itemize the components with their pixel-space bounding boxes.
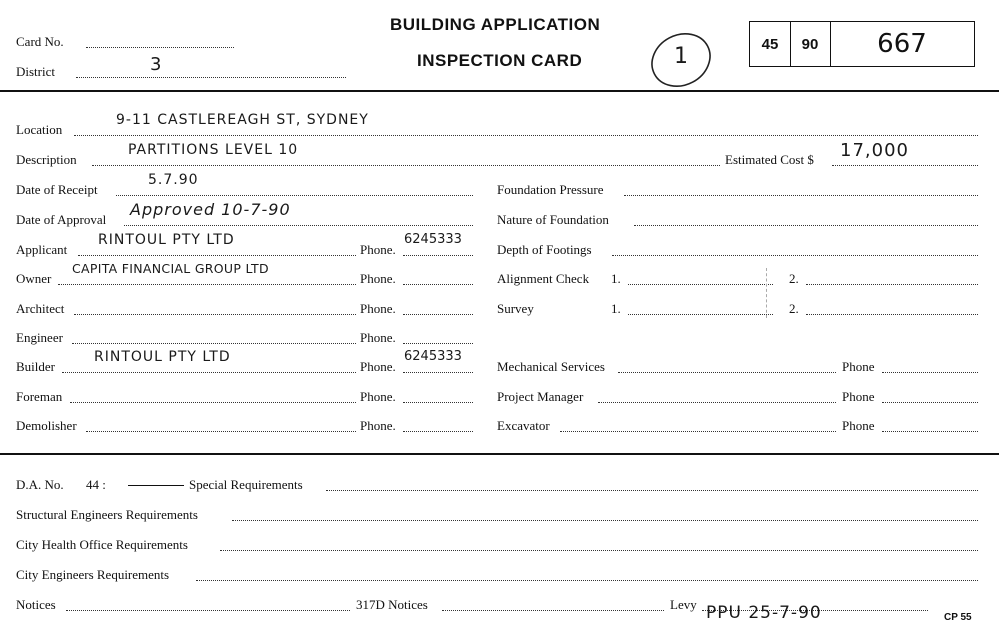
date-of-approval-field[interactable] bbox=[124, 224, 473, 226]
location-value: 9-11 CASTLEREAGH ST, SYDNEY bbox=[116, 112, 369, 128]
project-manager-phone-label: Phone bbox=[842, 389, 875, 404]
location-field[interactable] bbox=[74, 134, 978, 136]
estimated-cost-label: Estimated Cost $ bbox=[725, 152, 814, 167]
builder-phone-value: 6245333 bbox=[404, 349, 462, 364]
survey-1-label: 1. bbox=[611, 301, 621, 316]
card-no-label: Card No. bbox=[16, 34, 64, 49]
nature-of-foundation-label: Nature of Foundation bbox=[497, 212, 609, 227]
date-of-receipt-label: Date of Receipt bbox=[16, 182, 98, 197]
date-of-receipt-value: 5.7.90 bbox=[148, 172, 199, 188]
owner-phone-label: Phone. bbox=[360, 271, 396, 286]
mechanical-services-phone-field[interactable] bbox=[882, 371, 978, 373]
mechanical-services-field[interactable] bbox=[618, 371, 836, 373]
project-manager-field[interactable] bbox=[598, 401, 836, 403]
demolisher-phone-label: Phone. bbox=[360, 418, 396, 433]
mechanical-services-label: Mechanical Services bbox=[497, 359, 605, 374]
foreman-label: Foreman bbox=[16, 389, 63, 404]
builder-field[interactable] bbox=[62, 371, 356, 373]
estimated-cost-field[interactable] bbox=[832, 164, 978, 166]
foreman-phone-field[interactable] bbox=[403, 401, 473, 403]
da-no-label: D.A. No. bbox=[16, 477, 64, 492]
footer-divider bbox=[0, 453, 999, 455]
date-of-approval-value: Approved 10-7-90 bbox=[130, 200, 291, 219]
foundation-pressure-label: Foundation Pressure bbox=[497, 182, 604, 197]
circled-number: 1 bbox=[674, 44, 689, 69]
excavator-phone-field[interactable] bbox=[882, 430, 978, 432]
architect-phone-field[interactable] bbox=[403, 313, 473, 315]
code-number: 667 bbox=[877, 29, 927, 59]
demolisher-label: Demolisher bbox=[16, 418, 77, 433]
description-field[interactable] bbox=[92, 164, 720, 166]
owner-phone-field[interactable] bbox=[403, 283, 473, 285]
depth-of-footings-label: Depth of Footings bbox=[497, 242, 592, 257]
notices-317d-label: 317D Notices bbox=[356, 597, 428, 612]
district-field[interactable] bbox=[76, 76, 346, 78]
description-value: PARTITIONS LEVEL 10 bbox=[128, 142, 299, 158]
alignment-check-1-field[interactable] bbox=[628, 283, 773, 285]
faint-vertical-mark bbox=[766, 268, 767, 318]
excavator-field[interactable] bbox=[560, 430, 836, 432]
builder-label: Builder bbox=[16, 359, 55, 374]
location-label: Location bbox=[16, 122, 63, 137]
notices-label: Notices bbox=[16, 597, 56, 612]
notices-field[interactable] bbox=[66, 609, 350, 611]
excavator-phone-label: Phone bbox=[842, 418, 875, 433]
form-code: CP 55 bbox=[944, 612, 972, 623]
title-line1: BUILDING APPLICATION bbox=[390, 15, 601, 34]
owner-value: CAPITA FINANCIAL GROUP LTD bbox=[72, 261, 269, 276]
architect-phone-label: Phone. bbox=[360, 301, 396, 316]
depth-of-footings-field[interactable] bbox=[612, 254, 978, 256]
engineer-label: Engineer bbox=[16, 330, 63, 345]
survey-2-field[interactable] bbox=[806, 313, 978, 315]
demolisher-phone-field[interactable] bbox=[403, 430, 473, 432]
code-cell-2: 90 bbox=[790, 22, 831, 66]
applicant-phone-label: Phone. bbox=[360, 242, 396, 257]
survey-label: Survey bbox=[497, 301, 534, 316]
city-health-field[interactable] bbox=[220, 549, 978, 551]
estimated-cost-value: 17,000 bbox=[840, 140, 909, 161]
title-line2: INSPECTION CARD bbox=[417, 51, 583, 70]
header-divider bbox=[0, 90, 999, 92]
project-manager-phone-field[interactable] bbox=[882, 401, 978, 403]
applicant-value: RINTOUL PTY LTD bbox=[98, 232, 235, 248]
special-requirements-label: Special Requirements bbox=[189, 477, 303, 492]
alignment-check-2-label: 2. bbox=[789, 271, 799, 286]
owner-field[interactable] bbox=[58, 283, 356, 285]
applicant-label: Applicant bbox=[16, 242, 68, 257]
architect-label: Architect bbox=[16, 301, 65, 316]
ppu-handwritten: PPU 25-7-90 bbox=[706, 603, 822, 623]
builder-phone-label: Phone. bbox=[360, 359, 396, 374]
description-label: Description bbox=[16, 152, 77, 167]
city-engineers-field[interactable] bbox=[196, 579, 978, 581]
alignment-check-1-label: 1. bbox=[611, 271, 621, 286]
owner-label: Owner bbox=[16, 271, 52, 286]
levy-label: Levy bbox=[670, 597, 697, 612]
nature-of-foundation-field[interactable] bbox=[634, 224, 978, 226]
applicant-field[interactable] bbox=[78, 254, 356, 256]
survey-2-label: 2. bbox=[789, 301, 799, 316]
architect-field[interactable] bbox=[74, 313, 356, 315]
district-value: 3 bbox=[150, 54, 163, 75]
date-of-receipt-field[interactable] bbox=[116, 194, 473, 196]
structural-engineers-label: Structural Engineers Requirements bbox=[16, 507, 198, 522]
alignment-check-2-field[interactable] bbox=[806, 283, 978, 285]
mechanical-services-phone-label: Phone bbox=[842, 359, 875, 374]
builder-phone-field[interactable] bbox=[403, 371, 473, 373]
engineer-field[interactable] bbox=[72, 342, 356, 344]
builder-value: RINTOUL PTY LTD bbox=[94, 349, 231, 365]
code-box bbox=[749, 21, 975, 67]
demolisher-field[interactable] bbox=[86, 430, 356, 432]
excavator-label: Excavator bbox=[497, 418, 550, 433]
district-label: District bbox=[16, 64, 55, 79]
card-no-field[interactable] bbox=[86, 46, 234, 48]
engineer-phone-field[interactable] bbox=[403, 342, 473, 344]
engineer-phone-label: Phone. bbox=[360, 330, 396, 345]
applicant-phone-field[interactable] bbox=[403, 254, 473, 256]
city-engineers-label: City Engineers Requirements bbox=[16, 567, 170, 582]
foreman-phone-label: Phone. bbox=[360, 389, 396, 404]
da-no-value: 44 : bbox=[86, 477, 106, 492]
foundation-pressure-field[interactable] bbox=[624, 194, 978, 196]
code-cell-1: 45 bbox=[750, 22, 791, 66]
alignment-check-label: Alignment Check bbox=[497, 271, 590, 286]
foreman-field[interactable] bbox=[70, 401, 356, 403]
special-requirements-field[interactable] bbox=[326, 489, 978, 491]
project-manager-label: Project Manager bbox=[497, 389, 584, 404]
date-of-approval-label: Date of Approval bbox=[16, 212, 107, 227]
structural-engineers-field[interactable] bbox=[232, 519, 978, 521]
notices-317d-field[interactable] bbox=[442, 609, 664, 611]
applicant-phone-value: 6245333 bbox=[404, 232, 462, 247]
da-no-dash bbox=[128, 485, 184, 486]
city-health-label: City Health Office Requirements bbox=[16, 537, 188, 552]
survey-1-field[interactable] bbox=[628, 313, 773, 315]
